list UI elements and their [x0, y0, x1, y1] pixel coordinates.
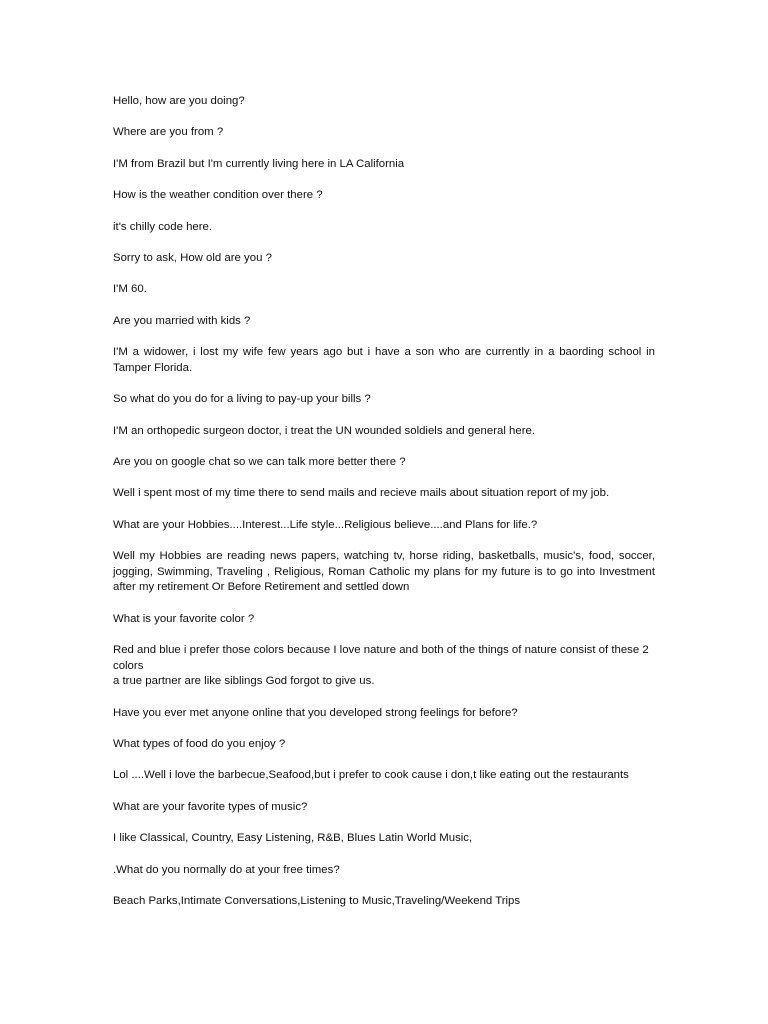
document-body [113, 94, 655, 925]
paragraph-color-answer: Red and blue i prefer those colors because I love nature and both of the things of nature consist of these 2 colors a true partner are like siblings God forgot to give us. [113, 644, 649, 688]
paragraph-hobbies-question: What are your Hobbies....Interest...Life style...Religious believe....and Plans for life.? [113, 518, 538, 531]
paragraph-greeting: Hello, how are you doing? [113, 95, 245, 107]
paragraph-free-time-question: .What do you normally do at your free times? [113, 863, 340, 876]
paragraph-feelings-question: Have you ever met anyone online that you developed strong feelings for before? [113, 706, 518, 719]
paragraph-age-answer: I'M 60. [113, 283, 147, 296]
paragraph-food-question: What types of food do you enjoy ? [113, 738, 286, 750]
paragraph-from-brazil: I'M from Brazil but I'm currently living here in LA California [113, 157, 405, 170]
paragraph-living-question: So what do you do for a living to pay-up your bills ? [113, 393, 371, 406]
paragraph-where-from: Where are you from ? [113, 126, 224, 139]
paragraph-google-chat-question: Are you on google chat so we can talk more better there ? [113, 455, 406, 468]
paragraph-free-time-answer: Beach Parks,Intimate Conversations,Listening to Music,Traveling/Weekend Trips [113, 894, 521, 907]
paragraph-food-answer: Lol ....Well i love the barbecue,Seafood,but i prefer to cook cause i don,t like eating out the restaurants [113, 769, 629, 782]
paragraph-color-question: What is your favorite color ? [113, 612, 255, 625]
paragraph-married-question: Are you married with kids ? [113, 314, 251, 327]
paragraph-age-question: Sorry to ask, How old are you ? [113, 251, 272, 264]
paragraph-living-answer: I'M an orthopedic surgeon doctor, i treat the UN wounded soldiels and general here. [113, 424, 535, 437]
paragraph-music-answer: I like Classical, Country, Easy Listening, R&B, Blues Latin World Music, [113, 832, 473, 845]
paragraph-music-question: What are your favorite types of music? [113, 800, 308, 813]
paragraph-married-answer: I'M a widower, i lost my wife few years ago but i have a son who are currently in a baording school in Tamper Florida. [113, 346, 655, 374]
paragraph-weather-answer: it's chilly code here. [113, 220, 213, 233]
paragraph-hobbies-answer: Well my Hobbies are reading news papers, watching tv, horse riding, basketballs, music's, food, soccer, jogging, Swimming, Traveling , Religious, Roman Catholic my plans for my future is to go into Investment after my retirement Or Before Retirement and settled down [113, 550, 655, 594]
paragraph-google-chat-answer: Well i spent most of my time there to send mails and recieve mails about situation report of my job. [113, 487, 610, 500]
paragraph-weather-question: How is the weather condition over there ? [113, 189, 323, 202]
